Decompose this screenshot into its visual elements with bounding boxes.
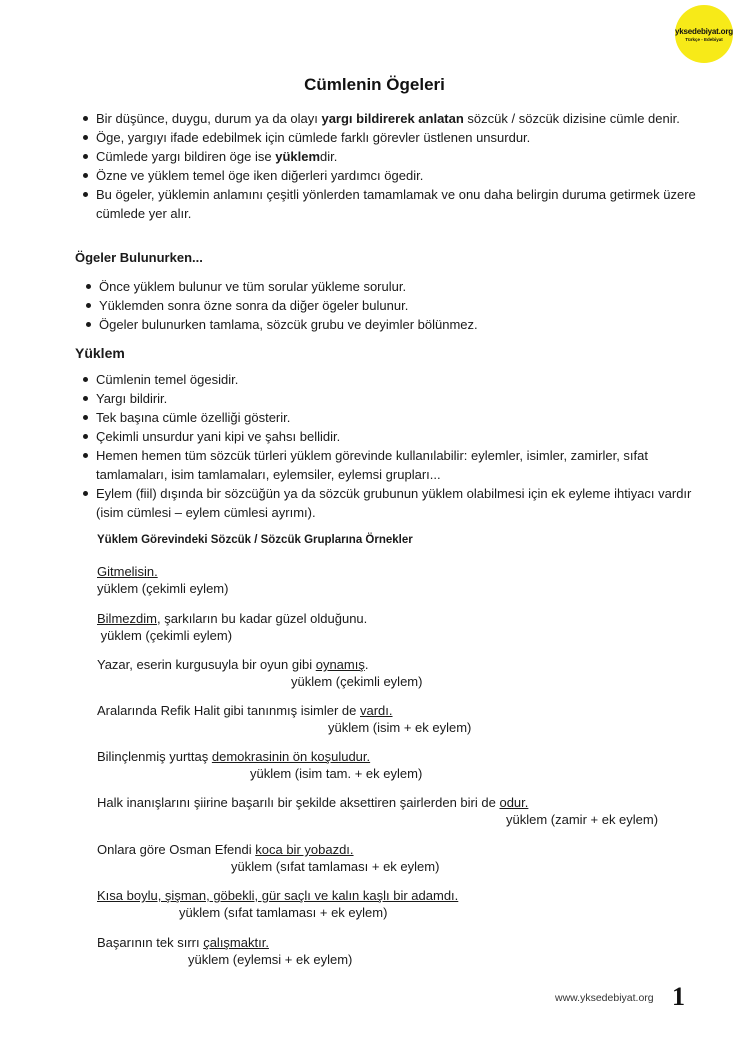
- example-label: yüklem (çekimli eylem): [97, 628, 233, 643]
- example-sentence: Kısa boylu, şişman, göbekli, gür saçlı ve kalın kaşlı bir adamdı.: [97, 888, 459, 903]
- finding-item: Önce yüklem bulunur ve tüm sorular yükleme sorulur.: [99, 277, 699, 296]
- intro-item: Bu ögeler, yüklemin anlamını çeşitli yönlerden tamamlamak ve onu daha belirgin duruma getirmek üzere cümlede yer alır.: [96, 187, 696, 221]
- example-block: [97, 610, 367, 644]
- example-block: [97, 887, 458, 921]
- yuklem-heading: Yüklem: [75, 345, 125, 361]
- yuklem-item: Çekimli unsurdur yani kipi ve şahsı bellidir.: [96, 427, 696, 446]
- example-sentence: Bilinçlenmiş yurttaş demokrasinin ön koşuludur.: [97, 749, 371, 764]
- footer-url: www.yksedebiyat.org: [555, 992, 654, 1004]
- finding-item: Yüklemden sonra özne sonra da diğer ögeler bulunur.: [99, 296, 699, 315]
- intro-list: [96, 109, 696, 223]
- yuklem-item: Eylem (fiil) dışında bir sözcüğün ya da sözcük grubunun yüklem olabilmesi için ek eyleme ihtiyacı vardır (isim cümlesi – eylem cümlesi ayrımı).: [96, 484, 696, 522]
- example-block: [97, 702, 471, 736]
- example-sentence: Halk inanışlarını şiirine başarılı bir şekilde aksettiren şairlerden biri de odur.: [97, 795, 529, 810]
- example-block: [97, 794, 658, 828]
- finding-heading: Ögeler Bulunurken...: [75, 250, 203, 265]
- example-label: yüklem (eylemsi + ek eylem): [188, 952, 353, 967]
- example-block: [97, 563, 228, 597]
- yuklem-item: Hemen hemen tüm sözcük türleri yüklem görevinde kullanılabilir: eylemler, isimler, zamirler, sıfat tamlamaları, isim tamlamaları, eylemsiler, eylemsi grupları...: [96, 446, 696, 484]
- intro-item: Cümlede yargı bildiren öge ise yüklemdir.: [96, 147, 696, 166]
- yuklem-item: Yargı bildirir.: [96, 389, 696, 408]
- yuklem-item: Cümlenin temel ögesidir.: [96, 370, 696, 389]
- example-block: [97, 748, 422, 782]
- example-block: [97, 841, 439, 875]
- intro-item: Bir düşünce, duygu, durum ya da olayı yargı bildirerek anlatan sözcük / sözcük dizisine cümle denir.: [96, 109, 696, 128]
- example-label: yüklem (isim + ek eylem): [328, 720, 472, 735]
- example-sentence: Gitmelisin.: [97, 564, 158, 579]
- example-label: yüklem (isim tam. + ek eylem): [250, 766, 423, 781]
- examples-heading: Yüklem Görevindeki Sözcük / Sözcük Gruplarına Örnekler: [97, 534, 413, 546]
- example-label: yüklem (zamir + ek eylem): [506, 812, 659, 827]
- page-title: Cümlenin Ögeleri: [304, 75, 445, 94]
- example-block: [97, 934, 352, 968]
- intro-item: Öge, yargıyı ifade edebilmek için cümlede farklı görevler üstlenen unsurdur.: [96, 128, 696, 147]
- yuklem-list: [96, 370, 696, 522]
- example-sentence: Bilmezdim, şarkıların bu kadar güzel olduğunu.: [97, 611, 368, 626]
- yuklem-item: Tek başına cümle özelliği gösterir.: [96, 408, 696, 427]
- logo-badge: [675, 5, 733, 63]
- intro-item: Özne ve yüklem temel öge iken diğerleri yardımcı ögedir.: [96, 166, 696, 185]
- finding-list: [99, 277, 699, 334]
- example-label: yüklem (çekimli eylem): [97, 581, 229, 596]
- example-label: yüklem (sıfat tamlaması + ek eylem): [231, 859, 440, 874]
- example-sentence: Başarının tek sırrı çalışmaktır.: [97, 935, 269, 950]
- logo-tagline: Türkçe - Edebiyat: [685, 36, 723, 42]
- example-block: [97, 656, 422, 690]
- page-number: 1: [672, 982, 685, 1011]
- example-sentence: Yazar, eserin kurgusuyla bir oyun gibi oynamış.: [97, 657, 369, 672]
- example-sentence: Aralarında Refik Halit gibi tanınmış isimler de vardı.: [97, 703, 393, 718]
- example-label: yüklem (çekimli eylem): [291, 674, 423, 689]
- logo-text: yksedebiyat.org: [675, 26, 733, 36]
- finding-item: Ögeler bulunurken tamlama, sözcük grubu ve deyimler bölünmez.: [99, 315, 699, 334]
- example-label: yüklem (sıfat tamlaması + ek eylem): [179, 905, 388, 920]
- example-sentence: Onlara göre Osman Efendi koca bir yobazdı.: [97, 842, 354, 857]
